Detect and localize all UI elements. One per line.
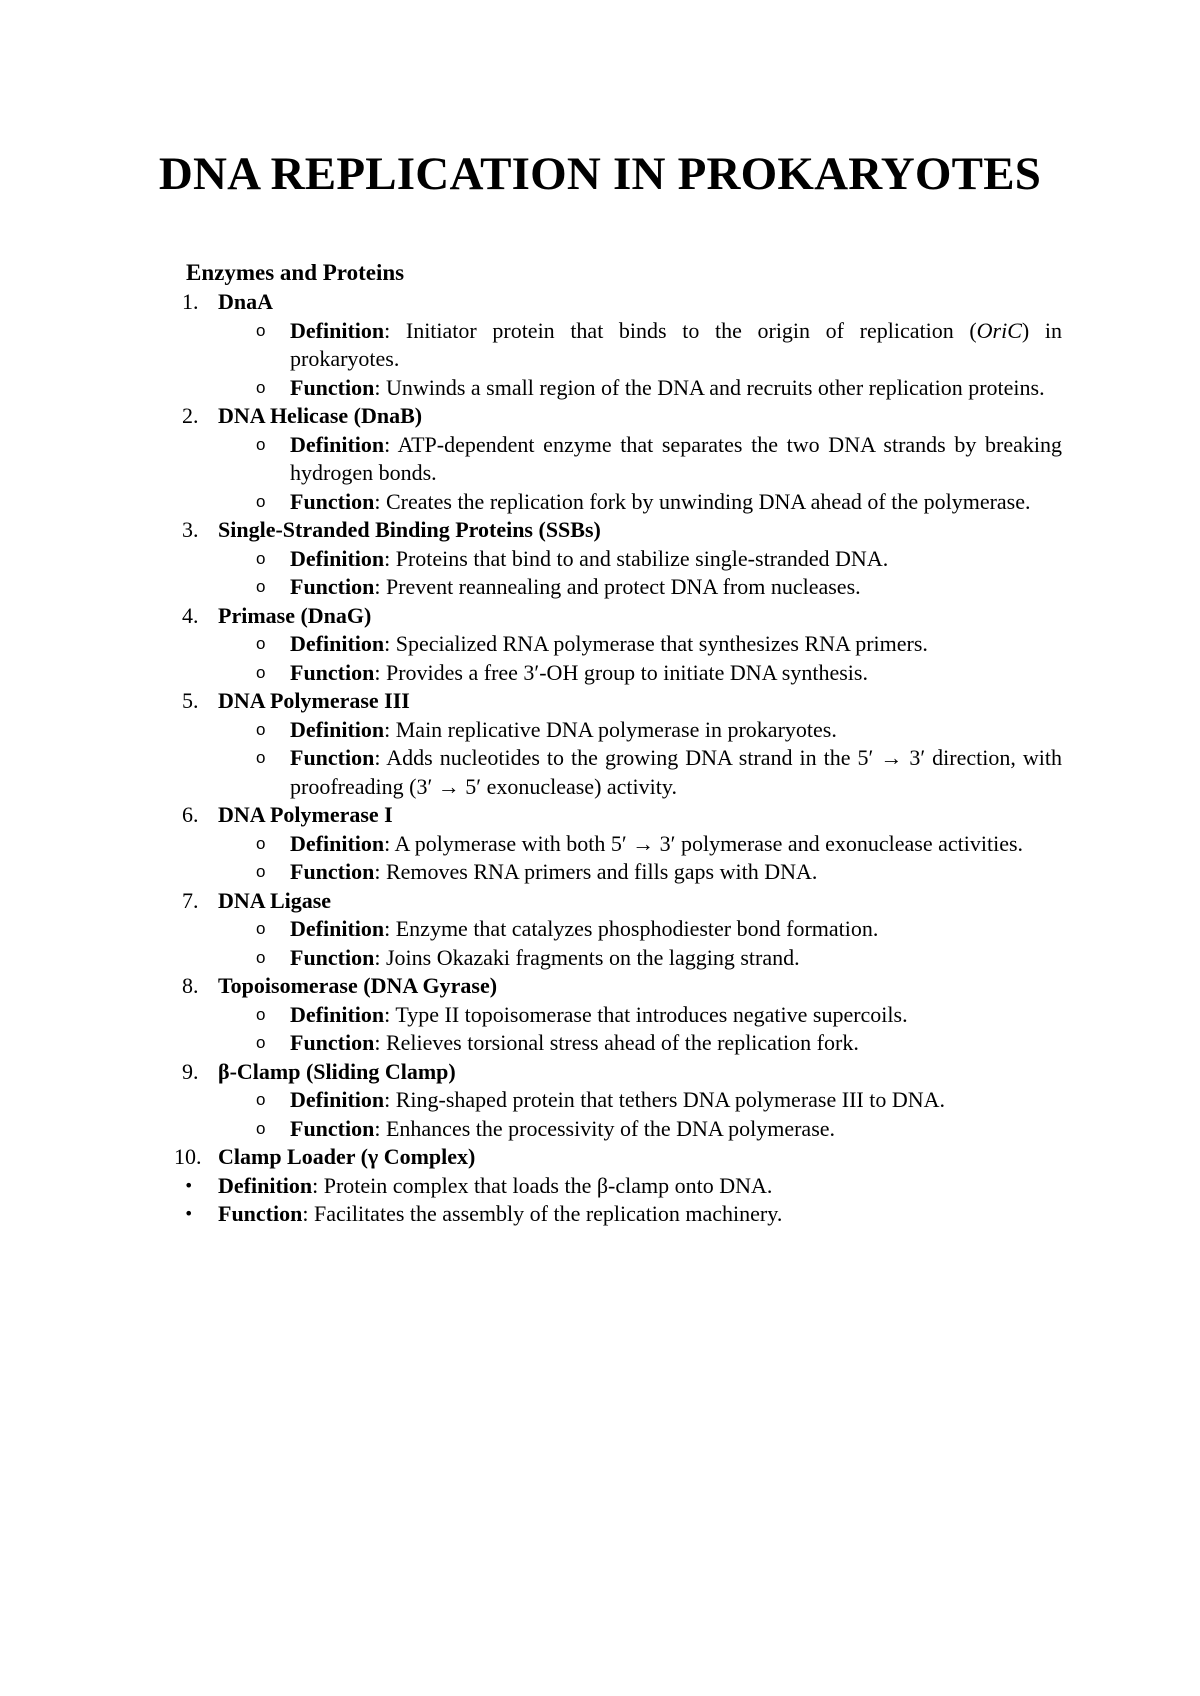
definition-term: Definition (218, 1172, 313, 1198)
list-item-heading (182, 1058, 1062, 1087)
definition-term: Definition (290, 1001, 385, 1027)
sub-bullet-icon: o (256, 919, 266, 938)
list-item-number: 5. (182, 688, 199, 713)
list-item-dnaa (182, 288, 1062, 402)
list-item-number: 6. (182, 802, 199, 827)
sub-bullet-icon: o (256, 377, 266, 397)
definition-line (182, 431, 1062, 488)
function-line (182, 1029, 1062, 1058)
function-text: : Joins Okazaki fragments on the lagging strand. (374, 944, 800, 970)
definition-text: : Ring-shaped protein that tethers DNA polymerase III to DNA. (384, 1087, 945, 1112)
definition-line (182, 1172, 1062, 1201)
definition-term: Definition (290, 1087, 385, 1112)
list-item-beta-clamp (182, 1058, 1062, 1144)
sub-bullet-icon: o (256, 548, 266, 568)
list-item-heading (182, 801, 1062, 830)
function-term: Function (290, 745, 375, 770)
definition-line (182, 1001, 1062, 1030)
bullet-dot-icon: • (184, 1204, 194, 1223)
list-item-primase (182, 602, 1062, 688)
list-item-dna-polymerase-i (182, 801, 1062, 887)
sub-bullet-icon: o (256, 491, 266, 511)
definition-text-end: ) in prokaryotes. (290, 317, 1062, 371)
definition-text: : Main replicative DNA polymerase in prokaryotes. (384, 716, 837, 742)
list-item-heading (182, 687, 1062, 716)
definition-text: : Initiator protein that binds to the origin of replication ( (384, 317, 977, 343)
list-item-heading (182, 288, 1062, 317)
list-item-number: 2. (182, 403, 199, 428)
definition-text: : Enzyme that catalyzes phosphodiester bond formation. (384, 916, 879, 941)
definition-line (182, 915, 1062, 944)
definition-text: : Type II topoisomerase that introduces negative supercoils. (384, 1001, 908, 1027)
function-line (182, 1200, 1062, 1229)
function-line (182, 488, 1062, 517)
list-item-number: 10. (174, 1144, 202, 1169)
sub-bullet-icon: o (256, 320, 266, 340)
function-text: : Removes RNA primers and fills gaps with DNA. (374, 859, 818, 884)
sub-bullet-icon: o (256, 1004, 266, 1024)
sub-bullet-icon: o (256, 577, 266, 596)
definition-text: : Protein complex that loads the β-clamp onto DNA. (312, 1172, 773, 1198)
function-text: : Prevent reannealing and protect DNA from nucleases. (374, 574, 861, 599)
sub-bullet-icon: o (256, 1118, 266, 1138)
function-text: : Relieves torsional stress ahead of the replication fork. (374, 1030, 859, 1055)
sub-bullet-icon: o (256, 719, 266, 739)
list-item-number: 8. (182, 973, 199, 998)
list-item-dna-polymerase-iii (182, 687, 1062, 801)
list-item-heading (174, 1143, 1062, 1172)
definition-term: Definition (290, 830, 385, 856)
list-item-heading (182, 972, 1062, 1001)
list-item-number: 7. (182, 887, 199, 913)
section-heading: Enzymes and Proteins (186, 260, 405, 285)
function-term: Function (290, 488, 375, 514)
list-item-topoisomerase (182, 972, 1062, 1058)
sub-bullet-icon: o (256, 634, 266, 653)
definition-term: Definition (290, 631, 385, 656)
list-item-label: DNA Ligase (218, 887, 332, 913)
function-line (182, 573, 1062, 602)
sub-bullet-icon: o (256, 833, 266, 853)
list-item-ssbs (182, 516, 1062, 602)
function-line (182, 858, 1062, 887)
list-item-label: DNA Helicase (DnaB) (218, 403, 423, 428)
list-item-label: β-Clamp (Sliding Clamp) (218, 1058, 456, 1084)
function-term: Function (218, 1201, 303, 1226)
definition-line (182, 545, 1062, 574)
sub-bullet-icon: o (256, 662, 266, 682)
function-line (182, 744, 1062, 801)
definition-term: Definition (290, 545, 385, 571)
definition-text: : Specialized RNA polymerase that synthesizes RNA primers. (384, 631, 928, 656)
list-item-label: Topoisomerase (DNA Gyrase) (218, 973, 498, 998)
function-text: : Enhances the processivity of the DNA polymerase. (374, 1115, 836, 1141)
list-item-label: DnaA (218, 289, 274, 314)
list-item-label: DNA Polymerase I (218, 802, 393, 827)
function-text: : Creates the replication fork by unwinding DNA ahead of the polymerase. (374, 488, 1031, 514)
function-line (182, 374, 1062, 403)
list-item-heading (182, 602, 1062, 631)
function-term: Function (290, 574, 375, 599)
definition-line (182, 716, 1062, 745)
sub-bullet-icon: o (256, 748, 266, 767)
function-line (182, 944, 1062, 973)
definition-text: : Proteins that bind to and stabilize single-stranded DNA. (384, 545, 889, 571)
list-item-label: Clamp Loader (γ Complex) (218, 1144, 476, 1169)
list-item-label: DNA Polymerase III (218, 688, 410, 713)
function-term: Function (290, 659, 375, 685)
definition-line (182, 630, 1062, 659)
list-item-clamp-loader (174, 1143, 1062, 1229)
definition-term: Definition (290, 916, 385, 941)
list-item-number: 3. (182, 517, 199, 542)
list-item-label: Single-Stranded Binding Proteins (SSBs) (218, 517, 601, 542)
sub-bullet-icon: o (256, 1090, 266, 1109)
definition-term: Definition (290, 317, 385, 343)
function-term: Function (290, 944, 375, 970)
sub-bullet-icon: o (256, 434, 266, 454)
function-line (182, 1115, 1062, 1144)
list-item-label: Primase (DnaG) (218, 602, 372, 628)
function-term: Function (290, 859, 375, 884)
document-title: DNA REPLICATION IN PROKARYOTES (158, 148, 1042, 200)
list-item-heading (182, 402, 1062, 431)
sub-bullet-icon: o (256, 862, 266, 881)
definition-italic: OriC (976, 317, 1022, 343)
function-line (182, 659, 1062, 688)
function-text: : Facilitates the assembly of the replication machinery. (302, 1201, 783, 1226)
list-item-heading (182, 887, 1062, 916)
function-text: : Provides a free 3′-OH group to initiate DNA synthesis. (374, 659, 868, 685)
function-term: Function (290, 1115, 375, 1141)
list-item-heading (182, 516, 1062, 545)
function-term: Function (290, 374, 375, 400)
sub-bullet-icon: o (256, 1033, 266, 1052)
definition-text: : A polymerase with both 5′ → 3′ polymerase and exonuclease activities. (384, 830, 1024, 856)
function-term: Function (290, 1030, 375, 1055)
list-item-number: 1. (182, 289, 199, 314)
sub-bullet-icon: o (256, 947, 266, 967)
list-item-number: 9. (182, 1058, 199, 1084)
definition-line (182, 317, 1062, 374)
definition-text: : ATP-dependent enzyme that separates the two DNA strands by breaking hydrogen bonds. (290, 431, 1062, 485)
function-text: : Unwinds a small region of the DNA and recruits other replication proteins. (374, 374, 1045, 400)
function-text: : Adds nucleotides to the growing DNA strand in the 5′ → 3′ direction, with proofreading (3′ → 5′ exonuclease) activity. (290, 745, 1062, 799)
list-item-dna-ligase (182, 887, 1062, 973)
definition-term: Definition (290, 431, 385, 457)
list-item-dna-helicase (182, 402, 1062, 516)
document-body (174, 258, 1062, 1229)
list-item-number: 4. (182, 602, 199, 628)
definition-term: Definition (290, 716, 385, 742)
bullet-dot-icon: • (184, 1175, 194, 1195)
definition-line (182, 830, 1062, 859)
definition-line (182, 1086, 1062, 1115)
